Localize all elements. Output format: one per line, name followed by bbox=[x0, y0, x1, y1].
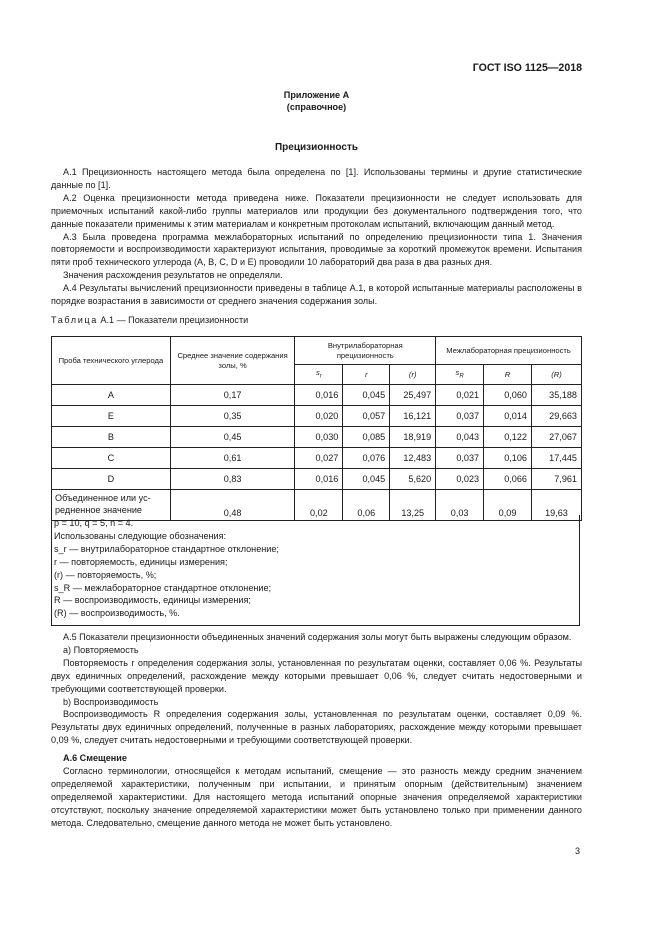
cell-sample: B bbox=[52, 427, 171, 448]
appendix-heading bbox=[51, 89, 582, 114]
table-row bbox=[52, 448, 582, 469]
header-r: r bbox=[343, 365, 390, 385]
cell-R-pct: 27,067 bbox=[531, 427, 581, 448]
precision-table bbox=[51, 336, 582, 521]
table-notes bbox=[51, 515, 580, 626]
heading-reproducibility: b) Воспроизводимость bbox=[63, 696, 159, 707]
cell-R: 0,066 bbox=[484, 469, 532, 490]
cell-sample: D bbox=[52, 469, 171, 490]
header-r-pct: (r) bbox=[390, 365, 436, 385]
cell-R: 0,122 bbox=[484, 427, 532, 448]
cell-R: 0,060 bbox=[484, 385, 532, 406]
cell-R-pct: 35,188 bbox=[531, 385, 581, 406]
header-intralab: Внутрилабораторная прецизионность bbox=[295, 337, 436, 365]
paragraph-a3: А.3 Была проведена программа межлабораторных испытаний по определению прецизионности типа 1. Значения повторяемости и воспроизводимости характеризуют испытания, проводимые за короткий промежуток времени. Испытания пяти проб технического углерода (А, В, С, D и Е) проводили 10 лабораторий два раза в два разных дня. bbox=[51, 231, 582, 268]
cell-r-pct: 5,620 bbox=[390, 469, 436, 490]
paragraph-repeatability: Повторяемость r определения содержания золы, установленная по результатам оценки, составляет 0,06 %. Результаты двух единичных определений, расхождение между которыми превышает 0,06 %, следует считать недостоверными и требующими соответствующей проверки. bbox=[51, 657, 582, 694]
cell-r-pct: 12,483 bbox=[390, 448, 436, 469]
cell-r: 0,06 bbox=[343, 490, 390, 521]
cell-sr: 0,016 bbox=[295, 385, 343, 406]
cell-mean: 0,45 bbox=[170, 427, 295, 448]
note-line: Использованы следующие обозначения: bbox=[54, 530, 227, 541]
cell-r: 0,076 bbox=[343, 448, 390, 469]
table-caption-text: А.1 — Показатели прецизионности bbox=[100, 315, 249, 325]
section-title: Прецизионность bbox=[274, 142, 359, 153]
header-R-pct: (R) bbox=[531, 365, 581, 385]
paragraph-a5: А.5 Показатели прецизионности объединенных значений содержания золы могут быть выражены следующим образом. bbox=[63, 632, 572, 642]
paragraph-reproducibility: Воспроизводимость R определения содержания золы, установленная по результатам оценки, составляет 0,09 %. Результаты двух единичных определений, полученные в разных лабораториях, расхождение между которыми превышает 0,09 %, следует считать недостоверными и требующими соответствующей проверки. bbox=[51, 709, 582, 746]
table-row bbox=[52, 406, 582, 427]
cell-sample: E bbox=[52, 406, 171, 427]
paragraph-a4: А.4 Результаты вычислений прецизионности приведены в таблице А.1, в которой испытанные материалы расположены в порядке возрастания в зависимости от среднего значения содержания золы. bbox=[51, 283, 582, 307]
cell-r: 0,045 bbox=[343, 469, 390, 490]
table-row bbox=[52, 427, 582, 448]
cell-mean: 0,35 bbox=[170, 406, 295, 427]
cell-R: 0,09 bbox=[484, 490, 532, 521]
cell-R-pct: 19,63 bbox=[531, 490, 581, 521]
cell-r-pct: 25,497 bbox=[390, 385, 436, 406]
cell-mean: 0,61 bbox=[170, 448, 295, 469]
note-line: s_r — внутрилабораторное стандартное отклонение; bbox=[54, 543, 279, 554]
cell-sr: 0,030 bbox=[295, 427, 343, 448]
cell-R: 0,106 bbox=[484, 448, 532, 469]
cell-r: 0,057 bbox=[343, 406, 390, 427]
cell-sR: 0,023 bbox=[436, 469, 484, 490]
cell-R-pct: 17,445 bbox=[531, 448, 581, 469]
cell-sR: 0,037 bbox=[436, 406, 484, 427]
cell-R-pct: 7,961 bbox=[531, 469, 581, 490]
cell-r-pct: 16,121 bbox=[390, 406, 436, 427]
cell-r-pct: 13,25 bbox=[390, 490, 436, 521]
cell-sr: 0,016 bbox=[295, 469, 343, 490]
table-caption-word: Таблица bbox=[51, 315, 98, 325]
paragraph-bias: Согласно терминологии, относящейся к методам испытаний, смещение — это разность между средним значением определяемой характеристики, полученным при испытании, и принятым опорным (действительным) значением определяемой характеристики. Для настоящего метода испытаний опорные значения определяемой характеристики отсутствуют, поскольку значение определяемой характеристики может быть установлено только при применении данного метода. Следовательно, смещение данного метода не может быть установлено. bbox=[51, 766, 582, 828]
cell-combined-label: Объединенное или ус- редненное значение bbox=[52, 490, 171, 521]
table-row bbox=[52, 469, 582, 490]
cell-R-pct: 29,663 bbox=[531, 406, 581, 427]
document-code: ГОСТ ISO 1125—2018 bbox=[472, 62, 582, 74]
cell-mean: 0,83 bbox=[170, 469, 295, 490]
note-line: (r) — повторяемость, %; bbox=[54, 569, 157, 580]
note-line: R — воспроизводимость, единицы измерения; bbox=[54, 595, 251, 606]
appendix-subtitle: (справочное) bbox=[286, 102, 347, 113]
paragraph-a2: А.2 Оценка прецизионности метода приведена ниже. Показатели прецизионности не следует использовать для приемочных испытаний какой-либо группы материалов или продукции без документального подтверждения того, что данные показатели применимы к этим материалам и конкретным протоколам испытаний, включающим данный метод. bbox=[51, 192, 582, 229]
cell-mean: 0,17 bbox=[170, 385, 295, 406]
lower-paragraphs bbox=[51, 631, 582, 830]
cell-sR: 0,037 bbox=[436, 448, 484, 469]
cell-mean: 0,48 bbox=[170, 490, 295, 521]
cell-sr: 0,027 bbox=[295, 448, 343, 469]
cell-sr: 0,02 bbox=[295, 490, 343, 521]
table-caption bbox=[51, 314, 248, 327]
header-R: R bbox=[484, 365, 532, 385]
intro-paragraphs bbox=[51, 166, 582, 308]
heading-bias: А.6 Смещение bbox=[63, 753, 127, 764]
heading-repeatability: a) Повторяемость bbox=[63, 644, 139, 655]
cell-sR: 0,021 bbox=[436, 385, 484, 406]
header-mean: Среднее значение содержания золы, % bbox=[170, 337, 295, 385]
note-line: (R) — воспроизводимость, %. bbox=[54, 608, 180, 619]
cell-r-pct: 18,919 bbox=[390, 427, 436, 448]
paragraph-a1: А.1 Прецизионность настоящего метода была определена по [1]. Использованы термины и другие статистические данные по [1]. bbox=[51, 167, 582, 190]
note-line: s_R — межлабораторное стандартное отклонение; bbox=[54, 582, 272, 593]
header-sample: Проба технического углерода bbox=[52, 337, 171, 385]
header-interlab: Межлабораторная прецизионность bbox=[436, 337, 582, 365]
cell-sr: 0,020 bbox=[295, 406, 343, 427]
cell-R: 0,014 bbox=[484, 406, 532, 427]
page-number: 3 bbox=[574, 846, 580, 856]
note-line: p = 10, q = 5, n = 4. bbox=[54, 518, 134, 528]
header-sR: $s_R$ bbox=[436, 365, 484, 385]
cell-sR: 0,043 bbox=[436, 427, 484, 448]
cell-sR: 0,03 bbox=[436, 490, 484, 521]
appendix-title: Приложение А bbox=[283, 90, 350, 100]
header-sr: $s_r$ bbox=[295, 365, 343, 385]
table-row bbox=[52, 385, 582, 406]
note-line: r — повторяемость, единицы измерения; bbox=[54, 556, 228, 567]
cell-sample: A bbox=[52, 385, 171, 406]
paragraph-a3-note: Значения расхождения результатов не определяли. bbox=[63, 270, 283, 281]
cell-sample: C bbox=[52, 448, 171, 469]
cell-r: 0,045 bbox=[343, 385, 390, 406]
cell-r: 0,085 bbox=[343, 427, 390, 448]
